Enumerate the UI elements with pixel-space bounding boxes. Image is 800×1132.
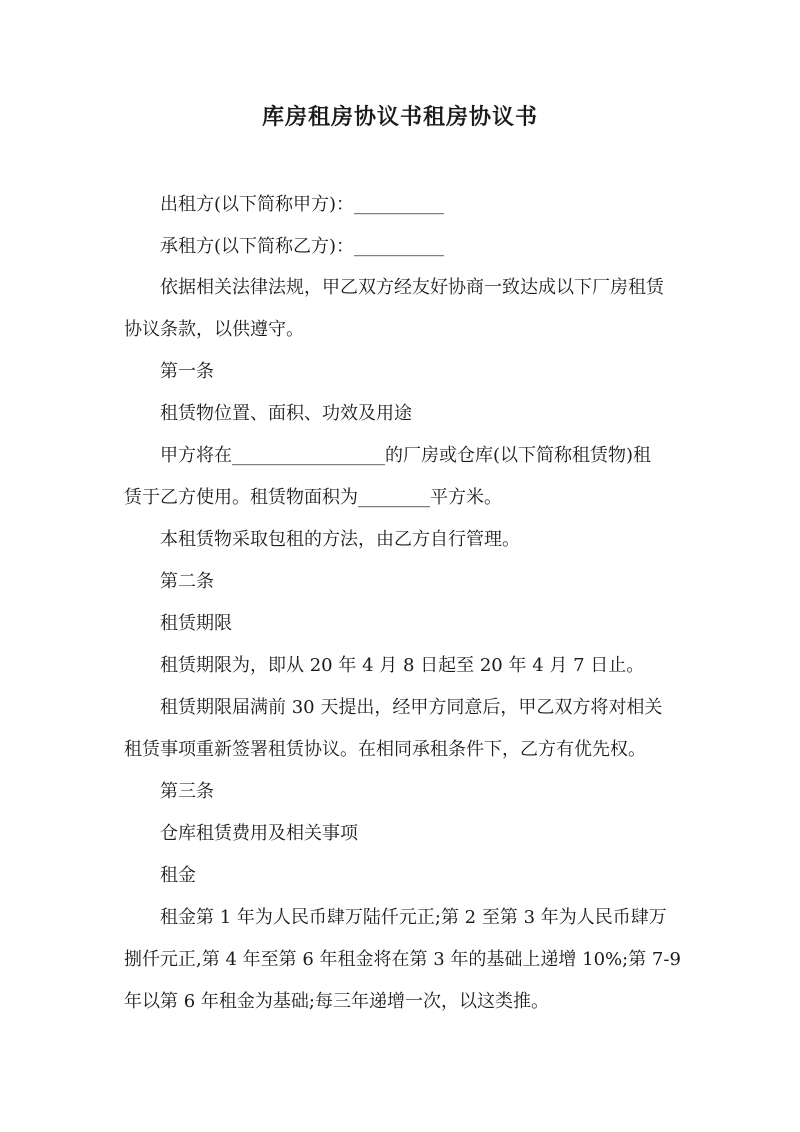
rent-para-a: 租金第 1 年为人民币肆万陆仟元正;第 2 至第 3 年为人民币肆万 [160,907,667,928]
article-2-heading: 第二条 [160,571,214,592]
article-1-para-2: 本租赁物采取包租的方法，由乙方自行管理。 [160,529,520,550]
rent-heading: 租金 [160,865,196,886]
article-3-subject: 仓库租赁费用及相关事项 [160,823,358,844]
preamble-line-2: 协议条款，以供遵守。 [124,319,304,340]
article-2-para-2a: 租赁期限届满前 30 天提出，经甲方同意后，甲乙双方将对相关 [160,697,663,718]
article-2-subject: 租赁期限 [160,613,232,634]
article-1-para-1a: 甲方将在_________________的厂房或仓库(以下简称租赁物)租 [160,445,652,466]
article-2-para-2b: 租赁事项重新签署租赁协议。在相同承租条件下，乙方有优先权。 [124,739,646,760]
preamble-line-1: 依据相关法律法规，甲乙双方经友好协商一致达成以下厂房租赁 [160,277,664,298]
document-title: 库房租房协议书租房协议书 [261,104,538,130]
rent-para-b: 捌仟元正,第 4 年至第 6 年租金将在第 3 年的基础上递增 10%;第 7-9 [124,949,681,970]
article-3-heading: 第三条 [160,781,214,802]
rent-para-c: 年以第 6 年租金为基础;每三年递增一次，以这类推。 [124,991,549,1012]
lessor-line: 出租方(以下简称甲方)：__________ [160,194,445,215]
article-1-heading: 第一条 [160,361,214,382]
article-2-para-1: 租赁期限为，即从 20 年 4 月 8 日起至 20 年 4 月 7 日止。 [160,655,645,676]
lessee-line: 承租方(以下简称乙方)：__________ [160,236,445,257]
article-1-para-1b: 赁于乙方使用。租赁物面积为________平方米。 [124,487,502,508]
article-1-subject: 租赁物位置、面积、功效及用途 [160,403,412,424]
